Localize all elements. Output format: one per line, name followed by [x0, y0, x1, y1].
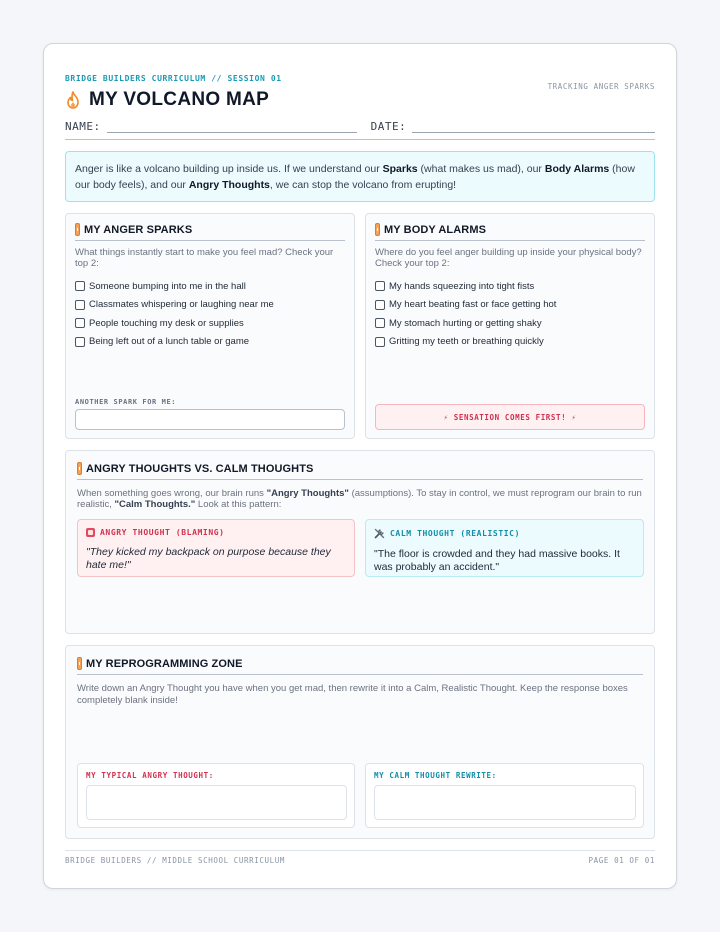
checkbox[interactable] — [375, 281, 385, 291]
date-label: DATE: — [370, 120, 407, 133]
prompt-text: When something goes wrong, our brain runs — [77, 488, 267, 499]
intro-text: Anger is like a volcano building up inside us. If we understand our — [75, 163, 383, 175]
footer-divider — [65, 850, 655, 851]
body-alarms-title: MY BODY ALARMS — [384, 223, 487, 236]
curriculum-eyebrow: BRIDGE BUILDERS CURRICULUM // SESSION 01 — [65, 74, 282, 83]
spark-option[interactable] — [75, 277, 345, 296]
calm-thought-label: CALM THOUGHT (REALISTIC) — [390, 529, 520, 538]
angry-thought-label: ANGRY THOUGHT (BLAMING) — [100, 528, 225, 537]
body-alarms-prompt: Where do you feel anger building up inside your physical body? Check your top 2: — [375, 247, 642, 269]
tag-icon — [77, 462, 82, 475]
anger-sparks-prompt: What things instantly start to make you feel mad? Check your top 2: — [75, 247, 334, 269]
name-date-row — [65, 119, 655, 133]
another-spark-input[interactable] — [75, 409, 345, 430]
alarm-option[interactable] — [375, 277, 645, 296]
checkbox[interactable] — [75, 337, 85, 347]
alarm-option-label: My hands squeezing into tight fists — [389, 280, 535, 292]
name-label: NAME: — [65, 120, 101, 133]
reprogramming-title: MY REPROGRAMMING ZONE — [86, 657, 243, 670]
anger-sparks-panel — [65, 213, 355, 439]
tracking-label: TRACKING ANGER SPARKS — [547, 82, 655, 91]
calm-thought-card — [365, 519, 644, 577]
angry-thought-zone — [77, 763, 355, 828]
prompt-angry-term: "Angry Thoughts" — [266, 488, 349, 499]
body-alarms-checklist — [375, 277, 645, 351]
worksheet-page — [43, 43, 677, 889]
checkbox[interactable] — [75, 281, 85, 291]
thoughts-title: ANGRY THOUGHTS VS. CALM THOUGHTS — [86, 462, 314, 475]
anger-sparks-title: MY ANGER SPARKS — [84, 223, 193, 236]
another-spark-label: ANOTHER SPARK FOR ME: — [75, 398, 177, 406]
intro-sparks: Sparks — [382, 163, 418, 175]
page-title: MY VOLCANO MAP — [89, 89, 270, 110]
name-field[interactable] — [107, 119, 357, 133]
body-alarms-panel — [365, 213, 655, 439]
angry-thought-header — [86, 528, 346, 537]
checkbox[interactable] — [75, 300, 85, 310]
calm-thought-text: "The floor is crowded and they had massive books. It was probably an accident." — [374, 548, 620, 573]
header-divider — [65, 139, 655, 140]
anger-sparks-checklist — [75, 277, 345, 351]
checkbox[interactable] — [375, 318, 385, 328]
tag-icon — [375, 223, 380, 236]
prompt-text: Look at this pattern: — [195, 499, 282, 510]
angry-thought-zone-label: MY TYPICAL ANGRY THOUGHT: — [86, 771, 214, 780]
body-alarms-header — [375, 223, 645, 241]
tag-icon — [75, 223, 80, 236]
date-field[interactable] — [412, 119, 655, 133]
thoughts-header — [77, 462, 643, 480]
spark-option[interactable] — [75, 314, 345, 333]
red-flag-icon — [86, 528, 95, 537]
footer-curriculum: BRIDGE BUILDERS // MIDDLE SCHOOL CURRICULUM — [65, 856, 285, 865]
spark-option-label: Someone bumping into me in the hall — [89, 280, 246, 292]
alarm-option[interactable] — [375, 314, 645, 333]
intro-text: (what makes us mad), our — [417, 163, 545, 175]
reprogramming-panel — [65, 645, 655, 839]
calm-thought-header — [374, 528, 635, 539]
alarm-option-label: My heart beating fast or face getting hot — [389, 299, 557, 311]
alarm-option[interactable] — [375, 333, 645, 352]
alarm-option-label: My stomach hurting or getting shaky — [389, 317, 542, 329]
spark-option[interactable] — [75, 333, 345, 352]
tools-icon — [374, 528, 385, 539]
reprogramming-header — [77, 657, 643, 675]
fire-icon — [65, 91, 81, 109]
calm-thought-zone-label: MY CALM THOUGHT REWRITE: — [374, 771, 497, 780]
angry-thought-input[interactable] — [86, 785, 347, 820]
spark-option-label: Classmates whispering or laughing near me — [89, 299, 274, 311]
intro-text: (how our body feels), and our — [75, 163, 635, 191]
intro-text: , we can stop the volcano from erupting! — [269, 179, 457, 191]
calm-thought-input[interactable] — [374, 785, 636, 820]
thoughts-panel — [65, 450, 655, 634]
checkbox[interactable] — [375, 337, 385, 347]
spark-option-label: Being left out of a lunch table or game — [89, 336, 250, 348]
thoughts-prompt — [77, 488, 643, 510]
anger-sparks-header — [75, 223, 345, 241]
intro-callout — [65, 151, 655, 202]
tag-icon — [77, 657, 82, 670]
checkbox[interactable] — [75, 318, 85, 328]
prompt-calm-term: "Calm Thoughts." — [114, 499, 196, 510]
checkbox[interactable] — [375, 300, 385, 310]
calm-thought-zone — [365, 763, 644, 828]
spark-option-label: People touching my desk or supplies — [89, 317, 244, 329]
footer-page-number: PAGE 01 OF 01 — [588, 856, 655, 865]
spark-option[interactable] — [75, 296, 345, 315]
alarm-option[interactable] — [375, 296, 645, 315]
alarm-option-label: Gritting my teeth or breathing quickly — [389, 336, 544, 348]
sensation-alert: ⚡ SENSATION COMES FIRST! ⚡ — [375, 404, 645, 430]
intro-body-alarms: Body Alarms — [544, 163, 610, 175]
title-row — [65, 89, 269, 111]
intro-angry-thoughts: Angry Thoughts — [188, 179, 270, 191]
angry-thought-text: "They kicked my backpack on purpose because they hate me!" — [86, 546, 331, 571]
prompt-text: (assumptions). To stay in control, we must reprogram our brain to run realistic, — [77, 488, 642, 510]
angry-thought-card — [77, 519, 355, 577]
reprogramming-prompt: Write down an Angry Thought you have when you get mad, then rewrite it into a Calm, Realistic Thought. Keep the response boxes completely blank inside! — [77, 683, 628, 706]
